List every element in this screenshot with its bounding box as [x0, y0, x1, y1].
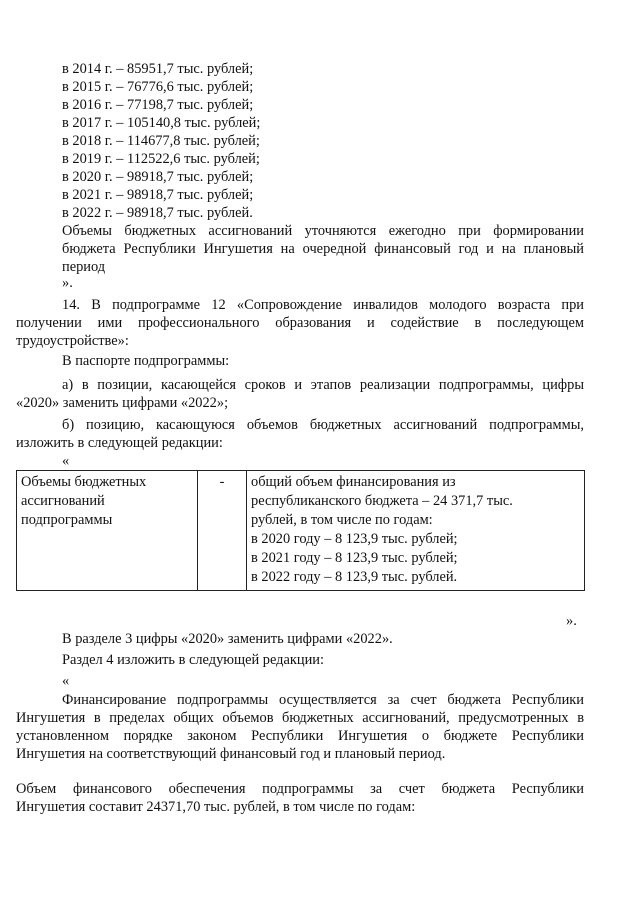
note-line: период: [62, 259, 106, 275]
item-a: [62, 376, 584, 394]
cell-text: рублей, в том числе по годам:: [251, 512, 433, 528]
item-14-line: трудоустройстве»:: [16, 333, 129, 349]
item-a-line: «2020» заменить цифрами «2022»;: [16, 395, 229, 411]
item-14-cont: [16, 314, 584, 350]
close-quote: ».: [566, 613, 577, 629]
cell-text: республиканского бюджета – 24 371,7 тыс.: [251, 493, 513, 509]
year-line: в 2019 г. – 112522,6 тыс. рублей;: [62, 151, 260, 167]
section-3-note: В разделе 3 цифры «2020» заменить цифрами «2022».: [62, 631, 393, 647]
budget-note-cont: [62, 240, 584, 276]
cell-text: ассигнований: [21, 493, 105, 509]
note-line: бюджета Республики Ингушетия на очередной финансовый год и на плановый: [62, 241, 584, 257]
item-b: [62, 416, 584, 434]
item-b-line: б) позицию, касающуюся объемов бюджетных ассигнований подпрограммы,: [62, 417, 584, 433]
financing-paragraph: [62, 691, 584, 709]
year-line: в 2014 г. – 85951,7 тыс. рублей;: [62, 61, 254, 77]
year-line: в 2015 г. – 76776,6 тыс. рублей;: [62, 79, 254, 95]
financing-line: установленном порядке законом Республики Ингушетия о бюджете Республики: [16, 728, 584, 744]
financing-line: Финансирование подпрограммы осуществляется за счет бюджета Республики: [62, 692, 584, 708]
note-line: Объемы бюджетных ассигнований уточняются ежегодно при формировании: [62, 223, 584, 239]
volume-line: Ингушетия составит 24371,70 тыс. рублей, в том числе по годам:: [16, 799, 416, 815]
passport-table: [16, 470, 585, 591]
item-b-line: изложить в следующей редакции:: [16, 435, 223, 451]
section-4-note: Раздел 4 изложить в следующей редакции:: [62, 652, 324, 668]
year-line: в 2017 г. – 105140,8 тыс. рублей;: [62, 115, 261, 131]
budget-note: [62, 222, 584, 240]
item-14-line: получении ими профессионального образования и содействие в последующем: [16, 315, 584, 331]
year-line: в 2020 г. – 98918,7 тыс. рублей;: [62, 169, 254, 185]
year-line: в 2021 г. – 98918,7 тыс. рублей;: [62, 187, 254, 203]
cell-text: -: [219, 474, 225, 490]
financing-paragraph-cont: [16, 709, 584, 763]
cell-text: в 2020 году – 8 123,9 тыс. рублей;: [251, 531, 458, 547]
financing-line: Ингушетия в пределах общих объемов бюджетных ассигнований, предусмотренных в: [16, 710, 584, 726]
cell-text: общий объем финансирования из: [251, 474, 456, 490]
open-quote: «: [62, 453, 70, 469]
cell-text: подпрограммы: [21, 512, 113, 528]
passport-intro: В паспорте подпрограммы:: [62, 353, 230, 369]
year-line: в 2022 г. – 98918,7 тыс. рублей.: [62, 205, 253, 221]
table-cell-value: [247, 471, 585, 591]
cell-text: Объемы бюджетных: [21, 474, 147, 490]
cell-text: в 2021 году – 8 123,9 тыс. рублей;: [251, 550, 458, 566]
item-a-line: а) в позиции, касающейся сроков и этапов реализации подпрограммы, цифры: [62, 377, 584, 393]
item-14-line: 14. В подпрограмме 12 «Сопровождение инвалидов молодого возраста при: [62, 297, 584, 313]
item-14: [62, 296, 584, 314]
open-quote: «: [62, 673, 70, 689]
year-line: в 2016 г. – 77198,7 тыс. рублей;: [62, 97, 254, 113]
table-row: [17, 471, 585, 591]
volume-line: Объем финансового обеспечения подпрограммы за счет бюджета Республики: [16, 781, 584, 797]
financing-line: Ингушетия на соответствующий финансовый год и плановый период.: [16, 746, 446, 762]
cell-text: в 2022 году – 8 123,9 тыс. рублей.: [251, 569, 458, 585]
volume-paragraph: [16, 780, 584, 816]
table-cell-dash: [198, 471, 247, 591]
table-cell-label: [17, 471, 198, 591]
close-quote: ».: [62, 275, 73, 291]
year-line: в 2018 г. – 114677,8 тыс. рублей;: [62, 133, 260, 149]
